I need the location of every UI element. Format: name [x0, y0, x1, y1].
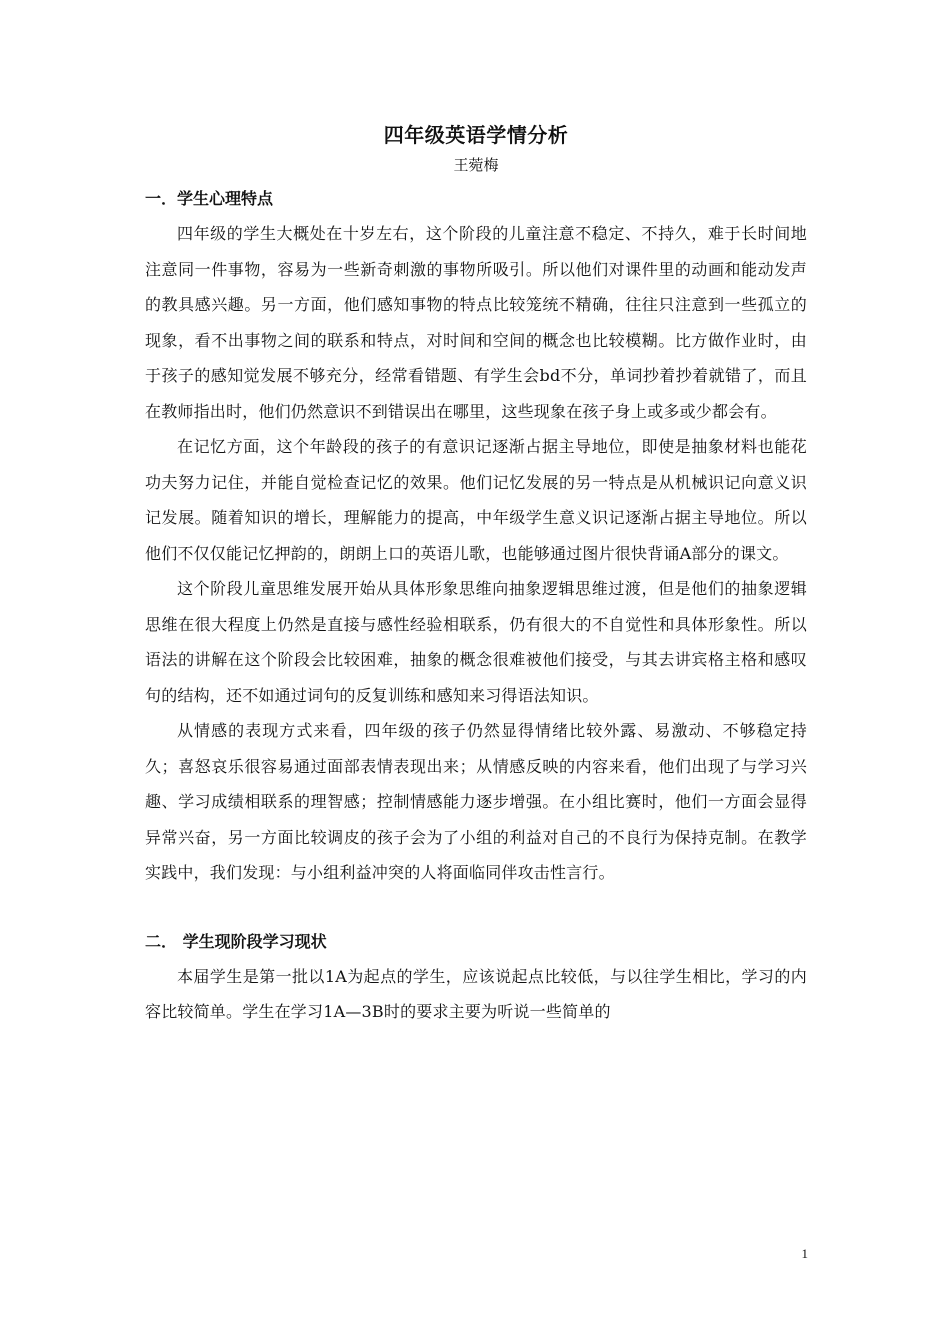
section-heading: 一．学生心理特点 [145, 189, 274, 208]
paragraph: 在记忆方面，这个年龄段的孩子的有意识记逐渐占据主导地位，即使是抽象材料也能花功夫努力记住，并能自觉检查记忆的效果。他们记忆发展的另一特点是从机械识记向意义识记发展。随着知识的增长，理解能力的提高，中年级学生意义识记逐渐占据主导地位。所以他们不仅仅能记忆押韵的，朗朗上口的英语儿歌，也能够通过图片很快背诵A部分的课文。 [145, 437, 807, 563]
document-title: 四年级英语学情分析 [383, 123, 569, 147]
section-psychology [145, 182, 807, 891]
paragraph: 本届学生是第一批以1A为起点的学生，应该说起点比较低，与以往学生相比，学习的内容比较简单。学生在学习1A—3B时的要求主要为听说一些简单的 [145, 966, 807, 1021]
paragraph: 四年级的学生大概处在十岁左右，这个阶段的儿童注意不稳定、不持久，难于长时间地注意同一件事物，容易为一些新奇刺激的事物所吸引。所以他们对课件里的动画和能动发声的教具感兴趣。另一方面，他们感知事物的特点比较笼统不精确，往往只注意到一些孤立的现象，看不出事物之间的联系和特点，对时间和空间的概念也比较模糊。比方做作业时，由于孩子的感知觉发展不够充分，经常看错题、有学生会bd不分，单词抄着抄着就错了，而且在教师指出时，他们仍然意识不到错误出在哪里，这些现象在孩子身上或多或少都会有。 [145, 224, 807, 421]
section-spacer [145, 891, 807, 925]
section-heading: 二． 学生现阶段学习现状 [145, 931, 327, 951]
paragraph: 这个阶段儿童思维发展开始从具体形象思维向抽象逻辑思维过渡，但是他们的抽象逻辑思维在很大程度上仍然是直接与感性经验相联系，仍有很大的不自觉性和具体形象性。所以语法的讲解在这个阶段会比较困难，抽象的概念很难被他们接受，与其去讲宾格主格和感叹句的结构，还不如通过词句的反复训练和感知来习得语法知识。 [145, 579, 807, 705]
section-learning-status [145, 925, 807, 1030]
document-page [145, 118, 807, 1030]
page-number: 1 [801, 1246, 808, 1261]
paragraph: 从情感的表现方式来看，四年级的孩子仍然显得情绪比较外露、易激动、不够稳定持久；喜怒哀乐很容易通过面部表情表现出来；从情感反映的内容来看，他们出现了与学习兴趣、学习成绩相联系的理智感；控制情感能力逐步增强。在小组比赛时，他们一方面会显得异常兴奋，另一方面比较调皮的孩子会为了小组的利益对自己的不良行为保持克制。在教学实践中，我们发现：与小组利益冲突的人将面临同伴攻击性言行。 [145, 721, 807, 882]
document-author: 王菀梅 [453, 156, 499, 174]
